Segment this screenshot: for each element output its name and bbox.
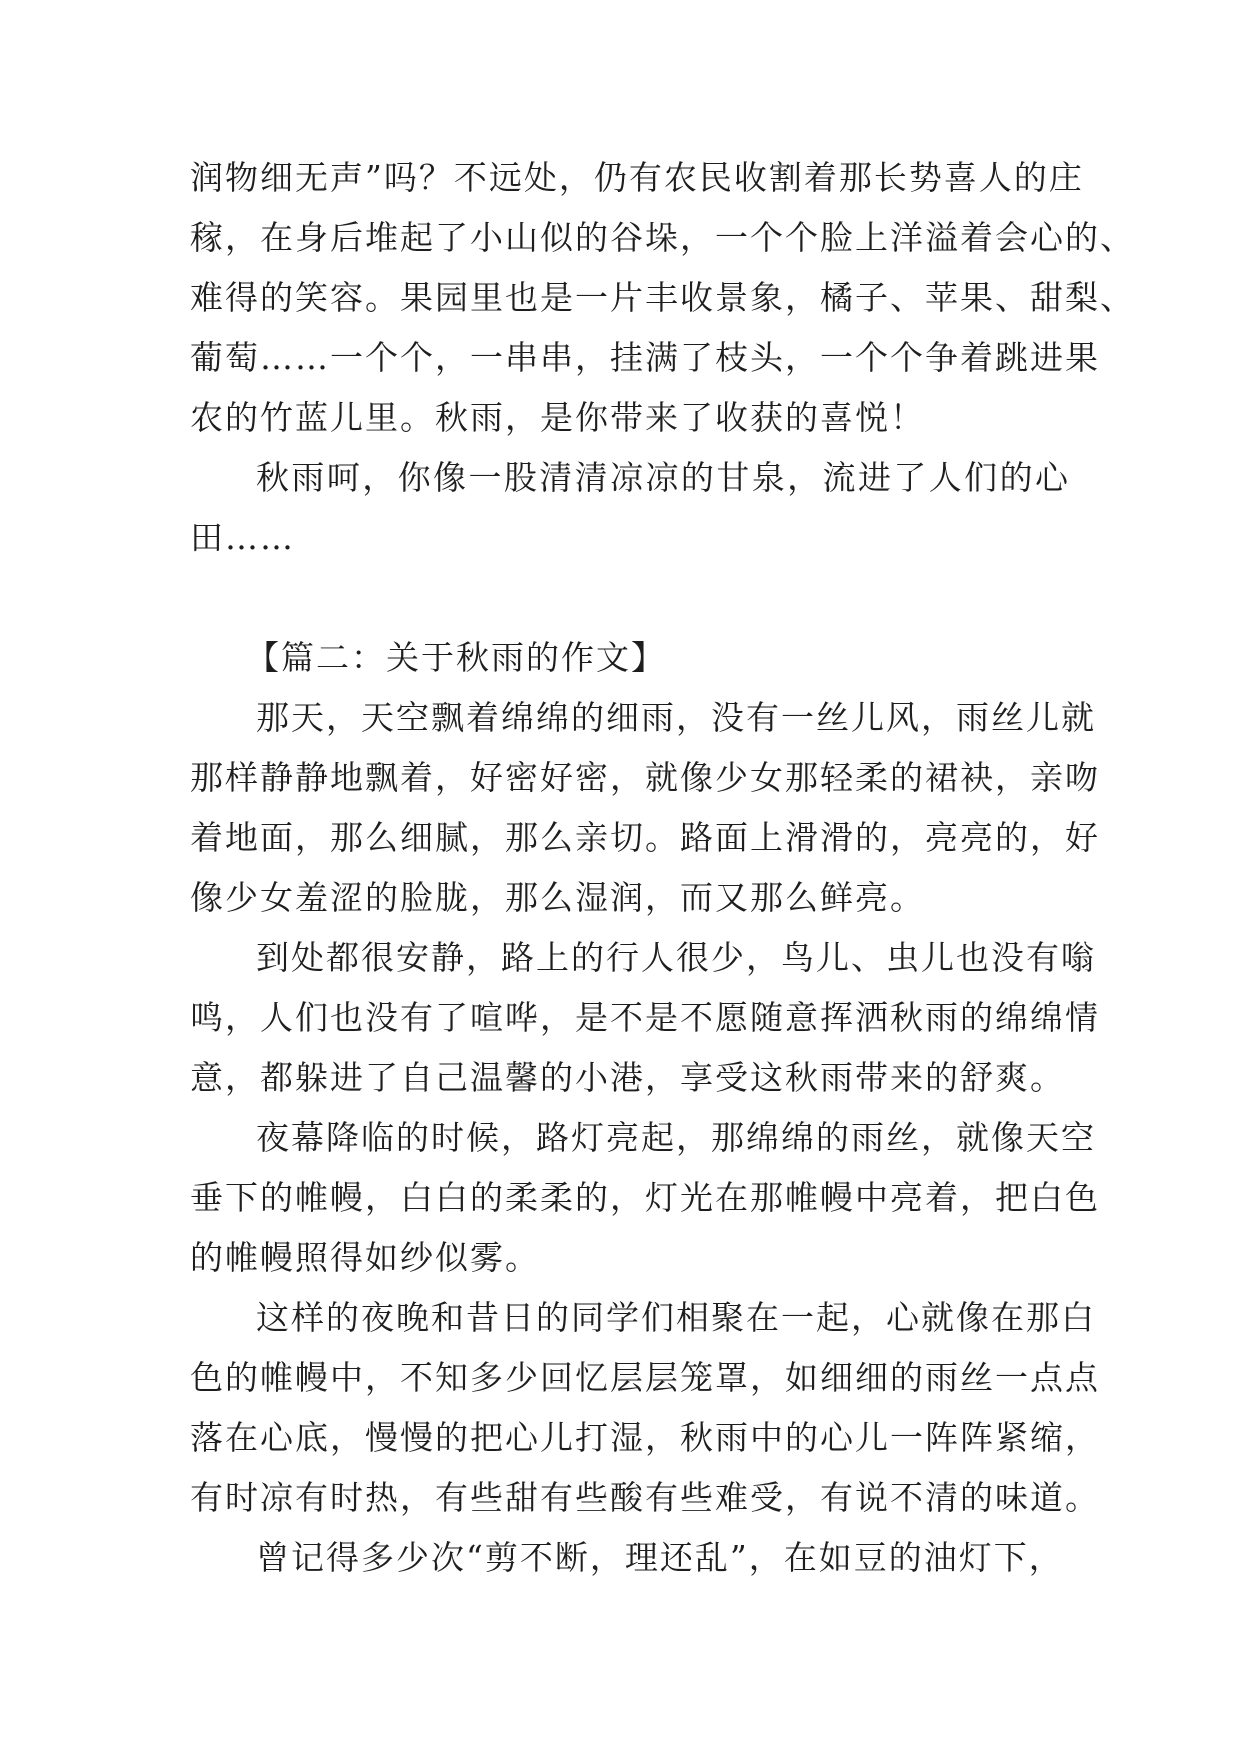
text-line: 润物细无声”吗？不远处，仍有农民收割着那长势喜人的庄 [190, 158, 1084, 197]
paragraph [190, 1528, 1070, 1588]
section-heading: 【篇二：关于秋雨的作文】 [246, 638, 666, 677]
essay-text [190, 148, 1135, 1588]
text-line: 像少女羞涩的脸胧，那么湿润，而又那么鲜亮。 [190, 878, 925, 917]
text-line: 那样静静地飘着，好密好密，就像少女那轻柔的裙袂，亲吻 [190, 758, 1100, 797]
paragraph [190, 1288, 1100, 1528]
blank-line [190, 568, 1070, 628]
text-line: 鸣，人们也没有了喧哗，是不是不愿随意挥洒秋雨的绵绵情 [190, 998, 1100, 1037]
text-line: 有时凉有时热，有些甜有些酸有些难受，有说不清的味道。 [190, 1478, 1100, 1517]
text-line: 夜幕降临的时候，路灯亮起，那绵绵的雨丝，就像天空 [256, 1118, 1096, 1157]
text-line: 农的竹蓝儿里。秋雨，是你带来了收获的喜悦！ [190, 398, 925, 437]
text-line: 稼，在身后堆起了小山似的谷垛，一个个脸上洋溢着会心的、 [190, 218, 1135, 257]
text-line: 着地面，那么细腻，那么亲切。路面上滑滑的，亮亮的，好 [190, 818, 1100, 857]
text-line: 葡萄……一个个，一串串，挂满了枝头，一个个争着跳进果 [190, 338, 1100, 377]
text-line: 曾记得多少次“剪不断，理还乱”，在如豆的油灯下， [256, 1538, 1064, 1577]
paragraph [190, 1108, 1100, 1288]
text-line: 秋雨呵，你像一股清清凉凉的甘泉，流进了人们的心 [256, 458, 1070, 497]
text-line: 的帷幔照得如纱似雾。 [190, 1238, 540, 1277]
paragraph [190, 448, 1070, 568]
paragraph [190, 148, 1135, 448]
text-line: 垂下的帷幔，白白的柔柔的，灯光在那帷幔中亮着，把白色 [190, 1178, 1100, 1217]
text-line: 到处都很安静，路上的行人很少，鸟儿、虫儿也没有嗡 [256, 938, 1096, 977]
text-line: 田…… [190, 518, 295, 557]
paragraph [190, 928, 1100, 1108]
text-line: 落在心底，慢慢的把心儿打湿，秋雨中的心儿一阵阵紧缩， [190, 1418, 1100, 1457]
text-line: 色的帷幔中，不知多少回忆层层笼罩，如细细的雨丝一点点 [190, 1358, 1100, 1397]
text-line: 难得的笑容。果园里也是一片丰收景象，橘子、苹果、甜梨、 [190, 278, 1135, 317]
paragraph [190, 688, 1100, 928]
text-line: 那天，天空飘着绵绵的细雨，没有一丝儿风，雨丝儿就 [256, 698, 1096, 737]
text-line: 意，都躲进了自己温馨的小港，享受这秋雨带来的舒爽。 [190, 1058, 1065, 1097]
text-line: 这样的夜晚和昔日的同学们相聚在一起，心就像在那白 [256, 1298, 1096, 1337]
